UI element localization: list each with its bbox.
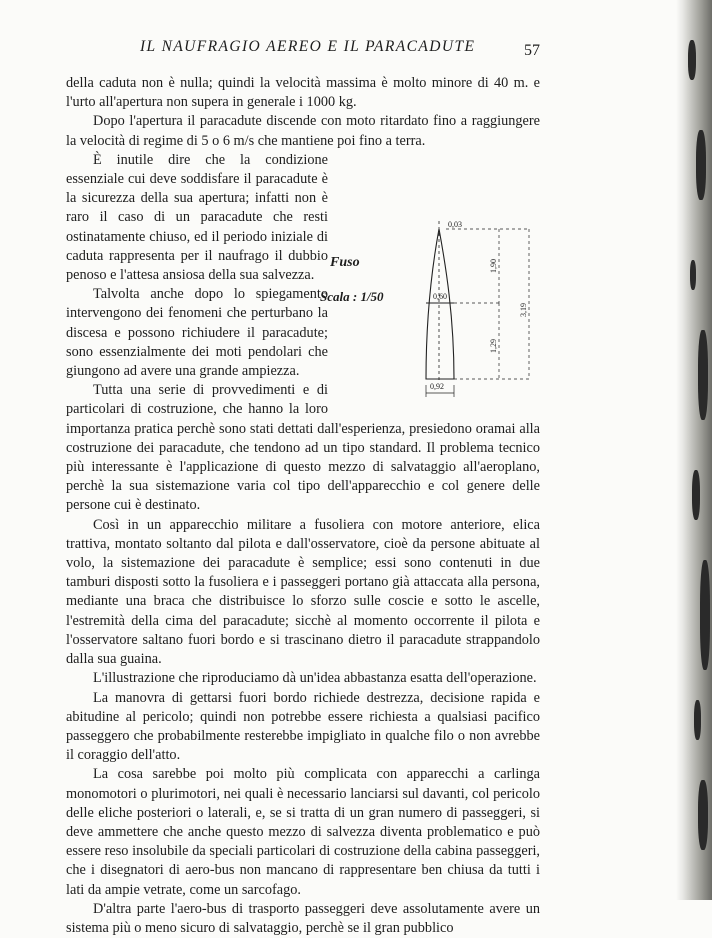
page-number: 57: [524, 42, 540, 59]
paragraph-2: Dopo l'apertura il paracadute discende con moto ritardato fino a raggiungere la velocità di regime di 5 o 6 m/s che mantiene poi fino a terra.: [66, 113, 540, 149]
label-top-width: 0,03: [448, 219, 462, 229]
label-bottom-width: 0,92: [430, 381, 444, 391]
gore-drawing: [334, 207, 540, 415]
label-total-height: 3,19: [519, 302, 528, 317]
paragraph-6: Così in un apparecchio militare a fusoliera con motore anteriore, elica trattiva, montato soltanto dal pilota e dall'osservatore, cioè da persone abituate al volo, la sistemazione dei paracadute è semplice; essi sono contenuti in due tamburi disposti sotto la fusoliera e i passeggeri portano già attaccata alla persona, mediante una braca che distribuisce lo sforzo sulle coscie e sotto le ascelle, l'estremità della cima del paracadute; sicchè al momento occorrente il pilota e l'osservatore saltano fuori bordo e si trascinano dietro il paracadute strappandolo dalla sua guaina.: [66, 516, 540, 668]
paragraph-1: della caduta non è nulla; quindi la velocità massima è molto minore di 40 m. e l'urto all'apertura non supera in generale i 1000 kg.: [66, 75, 540, 111]
paragraph-8: La manovra di gettarsi fuori bordo richiede destrezza, decisione rapida e abitudine al pericolo; quindi non potrebbe essere richiesta a qualsiasi pacifico passeggero che probabilmente resterebbe impigliato in qualche filo o non avrebbe il coraggio dell'atto.: [66, 689, 540, 764]
scanned-page-edge: [676, 0, 712, 900]
paragraph-5: Tutta una serie di provvedimenti e di particolari di costruzione, che hanno la loro importanza pratica perchè sono stati dettati dall'esperienza, presiedono oramai alla costruzione dei paracadute, che tendono ad un tipo standard. Il problema tecnico più interessante è l'applicazione di questo mezzo di salvataggio all'aeroplano, perchè la sua sistemazione varia col tipo dell'apparecchio e col genere delle persone cui è destinato.: [66, 382, 540, 514]
paragraph-3: È inutile dire che la condizione essenziale cui deve soddisfare il paracadute è la sicurezza della sua apertura; infatti non è raro il caso di un paracadute che resti ostinatamente chiuso, ed il periodo iniziale di caduta rappresenta per il naufrago il dubbio penoso e l'attesa ansiosa della sua salvezza.: [66, 151, 328, 284]
label-lower-height: 1,29: [489, 338, 498, 353]
paragraph-7: L'illustrazione che riproduciamo dà un'idea abbastanza esatta dell'operazione.: [93, 670, 537, 687]
figure-label-scale: Scala : 1/50: [320, 288, 384, 304]
running-title: IL NAUFRAGIO AEREO E IL PARACADUTE: [140, 38, 476, 55]
paragraph-4: Talvolta anche dopo lo spiegamento intervengono dei fenomeni che perturbano la discesa e possono richiudere il paracadute; sono essenzialmente dei moti pendolari che giungono ad avere una grande ampiezza.: [66, 286, 328, 380]
gore-outline: [426, 229, 454, 379]
parachute-gore-figure: [320, 207, 540, 415]
paragraph-10: D'altra parte l'aero-bus di trasporto passeggeri deve assolutamente avere un sistema più o meno sicuro di salvataggio, perchè se il gran pubblico: [66, 900, 540, 936]
page-header: [0, 38, 712, 62]
body-text: [66, 74, 540, 938]
figure-label-fuso: Fuso: [330, 254, 360, 270]
label-mid-width: 0,60: [433, 291, 447, 301]
paragraph-9: La cosa sarebbe poi molto più complicata con apparecchi a carlinga monomotori o plurimotori, nei quali è necessario lanciarsi sul davanti, col pericolo delle eliche posteriori o laterali, e, se si tratta di un gran numero di passeggeri, si deve ammettere che anche questo mezzo di salvezza diventa problematico e può essere reso insolubile da speciali particolari di costruzione della cabina passeggeri, che i disegnatori di aero-bus non mancano di rappresentare ben chiusa da tutti i lati da ampie vetrate, come un sarcofago.: [66, 766, 540, 898]
label-upper-height: 1,90: [489, 258, 498, 273]
